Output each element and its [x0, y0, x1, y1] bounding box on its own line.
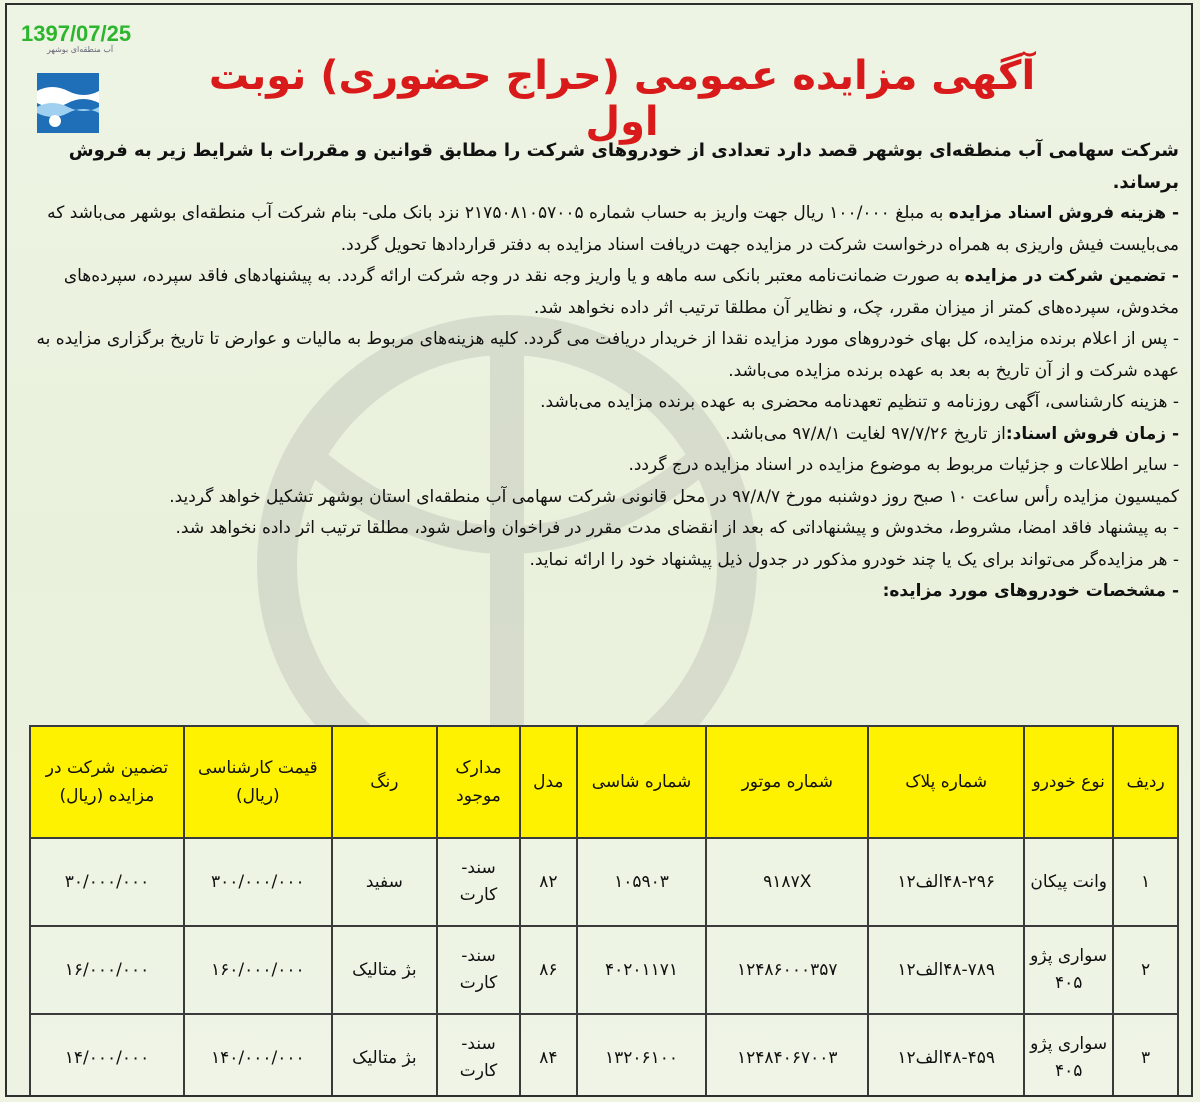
table-row: [30, 838, 1178, 926]
cell-guarantee: ۳۰/۰۰۰/۰۰۰: [30, 838, 184, 926]
paragraph-sale-time: [29, 419, 1179, 451]
date-stamp: 1397/07/25: [21, 21, 132, 46]
logo-caption: آب منطقه‌ای بوشهر: [47, 45, 114, 54]
cell-plate-number: ۴۸-۷۸۹الف۱۲: [868, 926, 1024, 1014]
cell-row-number: ۳: [1113, 1014, 1178, 1097]
paragraph-document-fee: [29, 198, 1179, 261]
cell-engine-number: ۱۲۴۸۶۰۰۰۳۵۷: [706, 926, 868, 1014]
cell-guarantee: ۱۴/۰۰۰/۰۰۰: [30, 1014, 184, 1097]
cell-documents: سند- کارت: [437, 926, 520, 1014]
body-text: [29, 135, 1179, 608]
cell-row-number: ۱: [1113, 838, 1178, 926]
paragraph-costs: - هزینه کارشناسی، آگهی روزنامه و تنظیم تعهدنامه محضری به عهده برنده مزایده می‌باشد.: [540, 392, 1179, 412]
cell-model: ۸۲: [520, 838, 577, 926]
cell-chassis-number: ۴۰۲۰۱۱۷۱: [577, 926, 707, 1014]
cell-vehicle-type: سواری پژو ۴۰۵: [1024, 926, 1113, 1014]
sale-time-label: - زمان فروش اسناد:: [1005, 423, 1179, 444]
guarantee-label: - تضمین شرکت در مزایده: [964, 266, 1179, 286]
header-row-number: ردیف: [1113, 726, 1178, 838]
cell-guarantee: ۱۶/۰۰۰/۰۰۰: [30, 926, 184, 1014]
header-appraised-price: قیمت کارشناسی (ریال): [184, 726, 332, 838]
header-vehicle-type: نوع خودرو: [1024, 726, 1113, 838]
cell-row-number: ۲: [1113, 926, 1178, 1014]
guarantee-text: به صورت ضمانت‌نامه معتبر بانکی سه ماهه و یا واریز وجه نقد در وجه شرکت ارائه گردد. به پیشنهادهای فاقد سپرده، سپرده‌های مخدوش، سپرده‌های کمتر از میزان مقرر، چک، و نظایر آن مطلقا ترتیب اثر داده نخواهد شد.: [63, 266, 1179, 318]
document-fee-text: به مبلغ ۱۰۰/۰۰۰ ریال جهت واریز به حساب شماره ۲۱۷۵۰۸۱۰۵۷۰۰۵ نزد بانک ملی- بنام شرکت آب منطقه‌ای بوشهر می‌باشد که می‌بایست فیش واریزی به همراه درخواست شرکت در مزایده جهت دریافت اسناد مزایده به دفتر قراردادها تحویل گردد.: [47, 203, 1179, 255]
cell-color: بژ متالیک: [332, 926, 437, 1014]
header-color: رنگ: [332, 726, 437, 838]
vehicle-specs-label: - مشخصات خودروهای مورد مزایده:: [882, 581, 1179, 601]
cell-model: ۸۶: [520, 926, 577, 1014]
cell-documents: سند- کارت: [437, 838, 520, 926]
cell-chassis-number: ۱۳۲۰۶۱۰۰: [577, 1014, 707, 1097]
header-chassis-number: شماره شاسی: [577, 726, 707, 838]
cell-chassis-number: ۱۰۵۹۰۳: [577, 838, 707, 926]
table-header-row: [30, 726, 1178, 838]
paragraph-payment: - پس از اعلام برنده مزایده، کل بهای خودروهای مورد مزایده نقدا از خریدار دریافت می گردد. کلیه هزینه‌های مربوط به مالیات و عوارض تا تاریخ برگزاری مزایده به عهده شرکت و از آن تاریخ به بعد به عهده برنده مزایده می‌باشد.: [36, 329, 1179, 381]
cell-appraised-price: ۱۴۰/۰۰۰/۰۰۰: [184, 1014, 332, 1097]
cell-model: ۸۴: [520, 1014, 577, 1097]
paragraph-other-info: - سایر اطلاعات و جزئیات مربوط به موضوع مزایده در اسناد مزایده درج گردد.: [628, 455, 1179, 475]
paragraph-multiple-bids: - هر مزایده‌گر می‌تواند برای یک یا چند خودرو مذکور در جدول ذیل پیشنهاد خود را ارائه نماید.: [529, 549, 1179, 570]
document-fee-label: - هزینه فروش اسناد مزایده: [948, 203, 1179, 223]
table-row: [30, 1014, 1178, 1097]
paragraph-invalid-bids: - به پیشنهاد فاقد امضا، مشروط، مخدوش و پیشنهاداتی که بعد از انقضای مدت مقرر در فراخوان واصل شود، مطلقا ترتیب اثر داده نخواهد شد.: [175, 518, 1179, 538]
cell-appraised-price: ۳۰۰/۰۰۰/۰۰۰: [184, 838, 332, 926]
paragraph-guarantee: [29, 261, 1179, 324]
page-title: آگهی مزایده عمومی (حراج حضوری) نوبت اول: [208, 53, 1036, 145]
paragraph-vehicle-specs: [29, 576, 1179, 608]
cell-appraised-price: ۱۶۰/۰۰۰/۰۰۰: [184, 926, 332, 1014]
header-engine-number: شماره موتور: [706, 726, 868, 838]
header-plate-number: شماره پلاک: [868, 726, 1024, 838]
sale-time-text: از تاریخ ۹۷/۷/۲۶ لغایت ۹۷/۸/۱ می‌باشد.: [725, 423, 1006, 444]
cell-engine-number: ۹۱۸۷X: [706, 838, 868, 926]
table-row: [30, 926, 1178, 1014]
header-documents: مدارک موجود: [437, 726, 520, 838]
paragraph-commission: کمیسیون مزایده رأس ساعت ۱۰ صبح روز دوشنبه مورخ ۹۷/۸/۷ در محل قانونی شرکت سهامی آب منطقه‌ای استان بوشهر تشکیل خواهد گردید.: [169, 486, 1179, 507]
company-logo: [37, 63, 99, 135]
cell-color: سفید: [332, 838, 437, 926]
header-guarantee: تضمین شرکت در مزایده (ریال): [30, 726, 184, 838]
cell-plate-number: ۴۸-۴۵۹الف۱۲: [868, 1014, 1024, 1097]
cell-engine-number: ۱۲۴۸۴۰۶۷۰۰۳: [706, 1014, 868, 1097]
cell-color: بژ متالیک: [332, 1014, 437, 1097]
vehicles-table: [29, 725, 1179, 1097]
cell-vehicle-type: وانت پیکان: [1024, 838, 1113, 926]
advertisement-page: [5, 3, 1193, 1097]
intro-paragraph: شرکت سهامی آب منطقه‌ای بوشهر قصد دارد تعدادی از خودروهای شرکت را مطابق قوانین و مقررات با شرایط زیر به فروش برساند.: [68, 140, 1179, 193]
header-model: مدل: [520, 726, 577, 838]
cell-plate-number: ۴۸-۲۹۶الف۱۲: [868, 838, 1024, 926]
cell-vehicle-type: سواری پژو ۴۰۵: [1024, 1014, 1113, 1097]
cell-documents: سند- کارت: [437, 1014, 520, 1097]
